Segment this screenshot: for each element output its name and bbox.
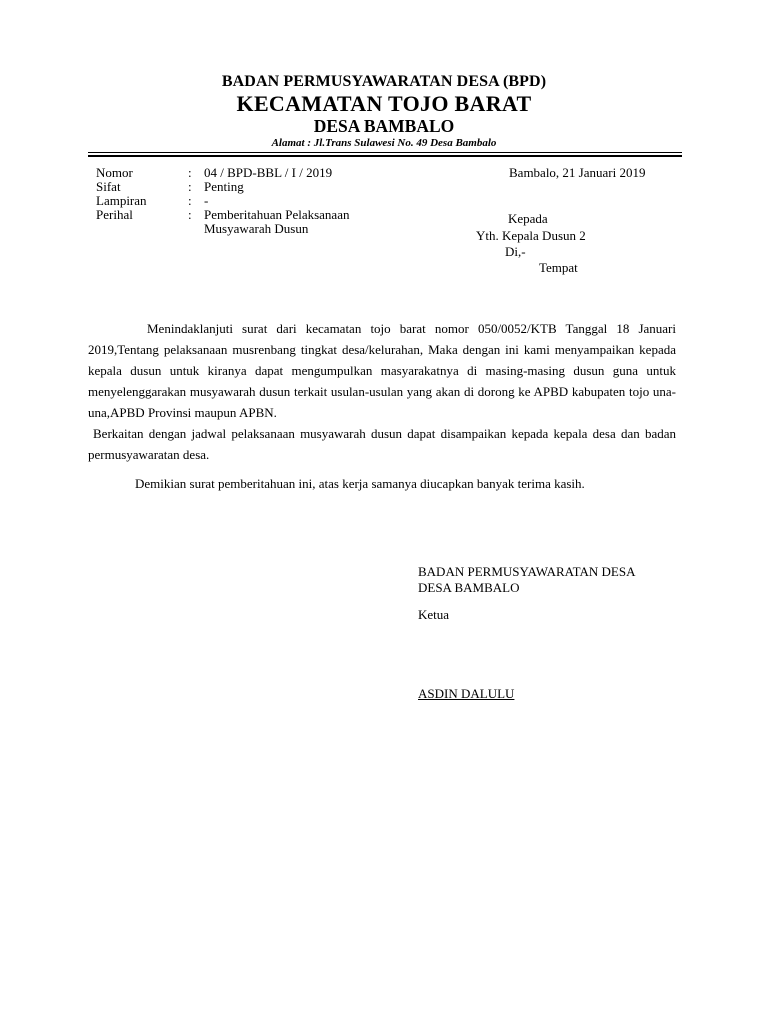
meta-value: 04 / BPD-BBL / I / 2019 (204, 165, 333, 180)
meta-value-continued: Musyawarah Dusun (204, 221, 309, 236)
meta-value: Pemberitahuan Pelaksanaan (204, 207, 350, 222)
meta-separator: : (188, 179, 192, 194)
recipient-di: Di,- (505, 244, 526, 259)
letterhead-divider-thick (88, 155, 682, 157)
letter-date: Bambalo, 21 Januari 2019 (509, 165, 646, 180)
meta-label: Lampiran (96, 193, 147, 208)
recipient-kepada: Kepada (508, 211, 548, 226)
meta-value: Penting (204, 179, 244, 194)
letterhead-district: KECAMATAN TOJO BARAT (236, 91, 532, 116)
body-paragraph-1: Menindaklanjuti surat dari kecamatan tojo barat nomor 050/0052/KTB Tanggal 18 Januari 2019,Tentang pelaksanaan musrenbang tingkat desa/kelurahan, Maka dengan ini kami menyampaikan kepada kepala dusun untuk kiranya dapat mengumpulkan masyarakatnya di masing-masing dusun guna untuk menyelenggarakan musyawarah dusun terkait usulan-usulan yang akan di dorong ke APBD kabupaten tojo una-una,APBD Provinsi maupun APBN. (88, 321, 676, 420)
meta-separator: : (188, 207, 192, 222)
meta-separator: : (188, 193, 192, 208)
signature-org-line2: DESA BAMBALO (418, 580, 520, 595)
body-closing: Demikian surat pemberitahuan ini, atas kerja samanya diucapkan banyak terima kasih. (135, 476, 585, 491)
signature-title: Ketua (418, 607, 450, 622)
meta-label: Nomor (96, 165, 133, 180)
meta-separator: : (188, 165, 192, 180)
signature-name: ASDIN DALULU (418, 686, 515, 701)
letterhead-institution: BADAN PERMUSYAWARATAN DESA (BPD) (221, 73, 547, 90)
meta-label: Perihal (96, 207, 133, 222)
recipient-name: Yth. Kepala Dusun 2 (476, 228, 586, 243)
letterhead-divider-thin (88, 152, 682, 153)
body-paragraph-2: Berkaitan dengan jadwal pelaksanaan musyawarah dusun dapat disampaikan kepada kepala desa dan badan permusyawaratan desa. (88, 426, 676, 462)
meta-value: - (204, 193, 209, 208)
letterhead-village: DESA BAMBALO (313, 116, 455, 136)
letterhead-address: Alamat : Jl.Trans Sulawesi No. 49 Desa Bambalo (271, 137, 497, 149)
recipient-tempat: Tempat (539, 260, 578, 275)
signature-org-line1: BADAN PERMUSYAWARATAN DESA (418, 564, 636, 579)
meta-label: Sifat (96, 179, 121, 194)
